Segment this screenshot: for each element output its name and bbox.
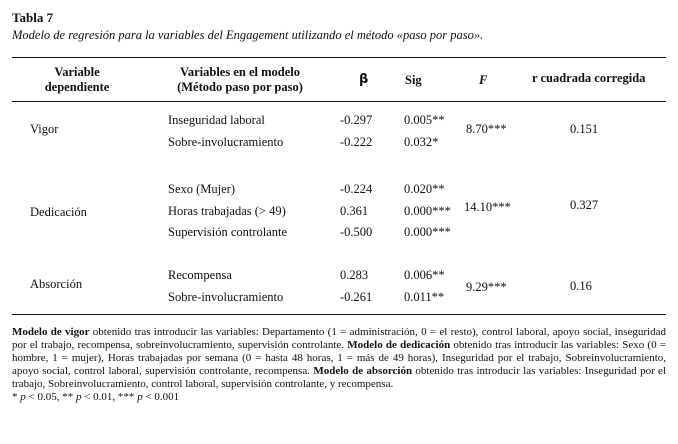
beta-value: -0.222	[340, 135, 373, 149]
header-f: F	[479, 73, 488, 87]
sig-value: 0.000***	[404, 204, 451, 218]
beta-value: -0.224	[340, 182, 373, 196]
model-variable: Sobre-involucramiento	[168, 290, 284, 304]
model-variable: Horas trabajadas (> 49)	[168, 204, 286, 218]
f-value: 9.29***	[466, 280, 507, 294]
beta-value: 0.361	[340, 204, 369, 218]
sig-value: 0.011**	[404, 290, 445, 304]
dependent-absorcion: Absorción	[30, 277, 83, 291]
top-rule	[12, 57, 666, 58]
header-dependent: Variable dependiente	[44, 65, 110, 94]
r2-value: 0.151	[570, 122, 599, 136]
f-value: 8.70***	[466, 122, 507, 136]
beta-value: -0.261	[340, 290, 373, 304]
beta-value: -0.297	[340, 113, 373, 127]
note-dedicacion-label: Modelo de dedicación	[347, 339, 451, 351]
header-sig: Sig	[405, 73, 422, 87]
model-variable: Supervisión controlante	[168, 225, 288, 239]
dependent-dedicacion: Dedicación	[30, 205, 87, 219]
bottom-rule	[12, 314, 666, 315]
note-dedicacion-text: obtenido tras introducir las variables: Sexo (0 = hombre, 1 = mujer), Horas trabajadas por semana (0 = hasta 48 horas, 1 = más de 49 horas), Inseguridad por el trabajo, Sobreinvolucramiento, apoyo social, control laboral, supervisión controlante, recompensa.	[12, 339, 666, 377]
significance-legend: * p < 0.05, ** p < 0.01, *** p < 0.001	[12, 391, 180, 403]
note-vigor-text: obtenido tras introducir las variables: Departamento (1 = administración, 0 = el resto), control laboral, apoyo social, inseguridad por el trabajo, recompensa, sobreinvolucramiento, supervisión controlante.	[12, 326, 666, 351]
table-label: Tabla 7	[12, 10, 54, 25]
header-beta: β	[359, 72, 369, 87]
sig-value: 0.006**	[404, 268, 445, 282]
note-absorcion-text: obtenido tras introducir las variables: Inseguridad por el trabajo, Sobreinvolucramiento, control laboral, supervisión controlante, y recompensa.	[12, 365, 667, 390]
dependent-vigor: Vigor	[30, 122, 59, 136]
model-variable: Recompensa	[168, 268, 232, 282]
sig-value: 0.032*	[404, 135, 439, 149]
model-variable: Sobre-involucramiento	[168, 135, 284, 149]
sig-value: 0.000***	[404, 225, 451, 239]
table-note	[12, 326, 666, 404]
header-model-variables: Variables en el modelo (Método paso por paso)	[177, 65, 303, 94]
model-variable: Sexo (Mujer)	[168, 182, 235, 196]
header-r2: r cuadrada corregida	[532, 71, 646, 85]
sig-value: 0.020**	[404, 182, 445, 196]
r2-value: 0.16	[570, 279, 592, 293]
r2-value: 0.327	[570, 198, 599, 212]
beta-value: 0.283	[340, 268, 369, 282]
beta-value: -0.500	[340, 225, 373, 239]
model-variable: Inseguridad laboral	[168, 113, 265, 127]
sig-value: 0.005**	[404, 113, 445, 127]
note-vigor-label: Modelo de vigor	[12, 326, 90, 338]
table-caption: Modelo de regresión para la variables del Engagement utilizando el método «paso por paso».	[12, 28, 484, 42]
f-value: 14.10***	[464, 200, 511, 214]
note-absorcion-label: Modelo de absorción	[313, 365, 413, 377]
header-rule	[12, 101, 666, 102]
